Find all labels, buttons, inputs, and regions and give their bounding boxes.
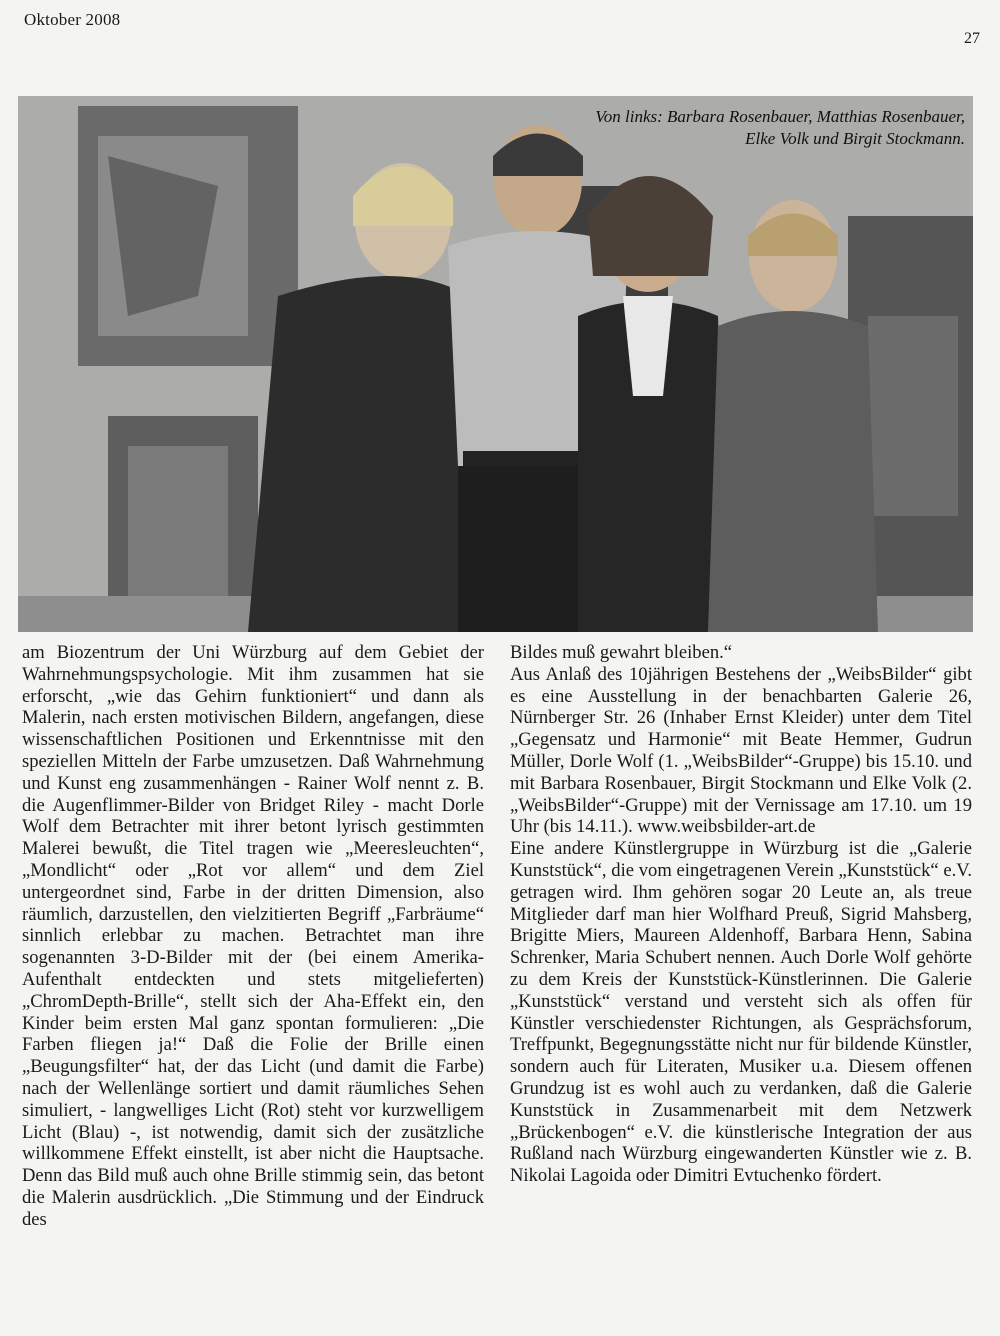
- caption-line: Von links: Barbara Rosenbauer, Matthias Rosenbauer,: [595, 107, 965, 126]
- article-column-right: [510, 642, 972, 1187]
- photo-caption: [545, 106, 965, 150]
- paragraph: am Biozentrum der Uni Würzburg auf dem Gebiet der Wahrnehmungspsychologie. Mit ihm zusammen hat sie erforscht, „wie das Gehirn funktioniert“ und dann als Malerin, nach ersten motivischen Bildern, angefangen, diese wissenschaftlichen Positionen und Erkenntnisse mit den speziellen Mitteln der Farbe umzusetzen. Daß Wahrnehmung und Kunst eng zusammenhängen - Rainer Wolf nennt z. B. die Augenflimmer-Bilder von Bridget Riley - macht Dorle Wolf dem Betrachter mit ihrer betont lyrisch gestimmten Malerei bewußt, die Titel tragen wie „Meeresleuchten“, „Mondlicht“ oder „Rot vor allem“ und dem Ziel untergeordnet sind, Farbe in der dritten Dimension, also räumlich, darzustellen, den vielzitierten Begriff „Farbräume“ sinnlich erlebbar zu machen. Betrachtet man ihre sogenannten 3-D-Bilder mit der (bei einem Amerika-Aufenthalt entdeckten und stets mitgelieferten) „ChromDepth-Brille“, stellt sich der Aha-Effekt ein, den Kinder beim ersten Mal ganz spontan formulieren: „Die Farben fliegen ja!“ Daß die Folie der Brille einen „Beugungsfilter“ hat, der das Licht (und damit die Farbe) nach der Wellenlänge sortiert und damit räumliches Sehen simuliert, - langwelliges Licht (Rot) steht vor kurzwelligem Licht (Blau) -, ist notwendig, damit sich der zusätzliche willkommene Effekt einstellt, ist aber nicht die Hauptsache. Denn das Bild muß auch ohne Brille stimmig sein, das betont die Malerin ausdrücklich. „Die Stimmung und der Eindruck des: [22, 642, 484, 1230]
- page-number: 27: [964, 30, 980, 47]
- group-photo: [18, 96, 973, 632]
- paragraph: Aus Anlaß des 10jährigen Bestehens der „WeibsBilder“ gibt es eine Ausstellung in der benachbarten Galerie 26, Nürnberger Str. 26 (Inhaber Ernst Kleider) unter dem Titel „Gegensatz und Harmonie“ mit Beate Hemmer, Gudrun Müller, Dorle Wolf (1. „WeibsBilder“-Gruppe) bis 15.10. und mit Barbara Rosenbauer, Birgit Stockmann und Elke Volk (2. „WeibsBilder“-Gruppe) mit der Vernissage am 17.10. um 19 Uhr (bis 14.11.). www.weibsbilder-art.de: [510, 663, 972, 838]
- issue-date: Oktober 2008: [24, 10, 121, 29]
- paragraph: Bildes muß gewahrt bleiben.“: [510, 642, 733, 663]
- caption-line: Elke Volk und Birgit Stockmann.: [745, 129, 965, 148]
- paragraph: Eine andere Künstlergruppe in Würzburg ist die „Galerie Kunststück“, die vom eingetragenen Verein „Kunststück“ e.V. getragen wird. Ihm gehören sogar 20 Leute an, als treue Mitglieder darf man hier Wolfhard Preuß, Sigrid Mahsberg, Brigitte Miers, Maureen Aldenhoff, Barbara Henn, Sabina Schrenker, Maria Schubert nennen. Auch Dorle Wolf gehörte zu dem Kreis der Kunststück-Künstlerinnen. Die Galerie „Kunststück“ verstand und versteht sich als offen für Künstler verschiedenster Richtungen, als Gesprächsforum, Treffpunkt, Begegnungsstätte nicht nur für bildende Künstler, sondern auch für Literaten, Musiker u.a. Diesem offenen Grundzug ist es wohl auch zu verdanken, daß die Galerie Kunststück in Zusammenarbeit mit dem Netzwerk „Brückenbogen“ e.V. die künstlerische Integration der aus Rußland nach Würzburg eingewanderten Künstler wie z. B. Nikolai Lagoida oder Dimitri Evtuchenko fördert.: [510, 838, 972, 1187]
- photo-illustration: [18, 96, 973, 632]
- article-column-left: [22, 642, 484, 1231]
